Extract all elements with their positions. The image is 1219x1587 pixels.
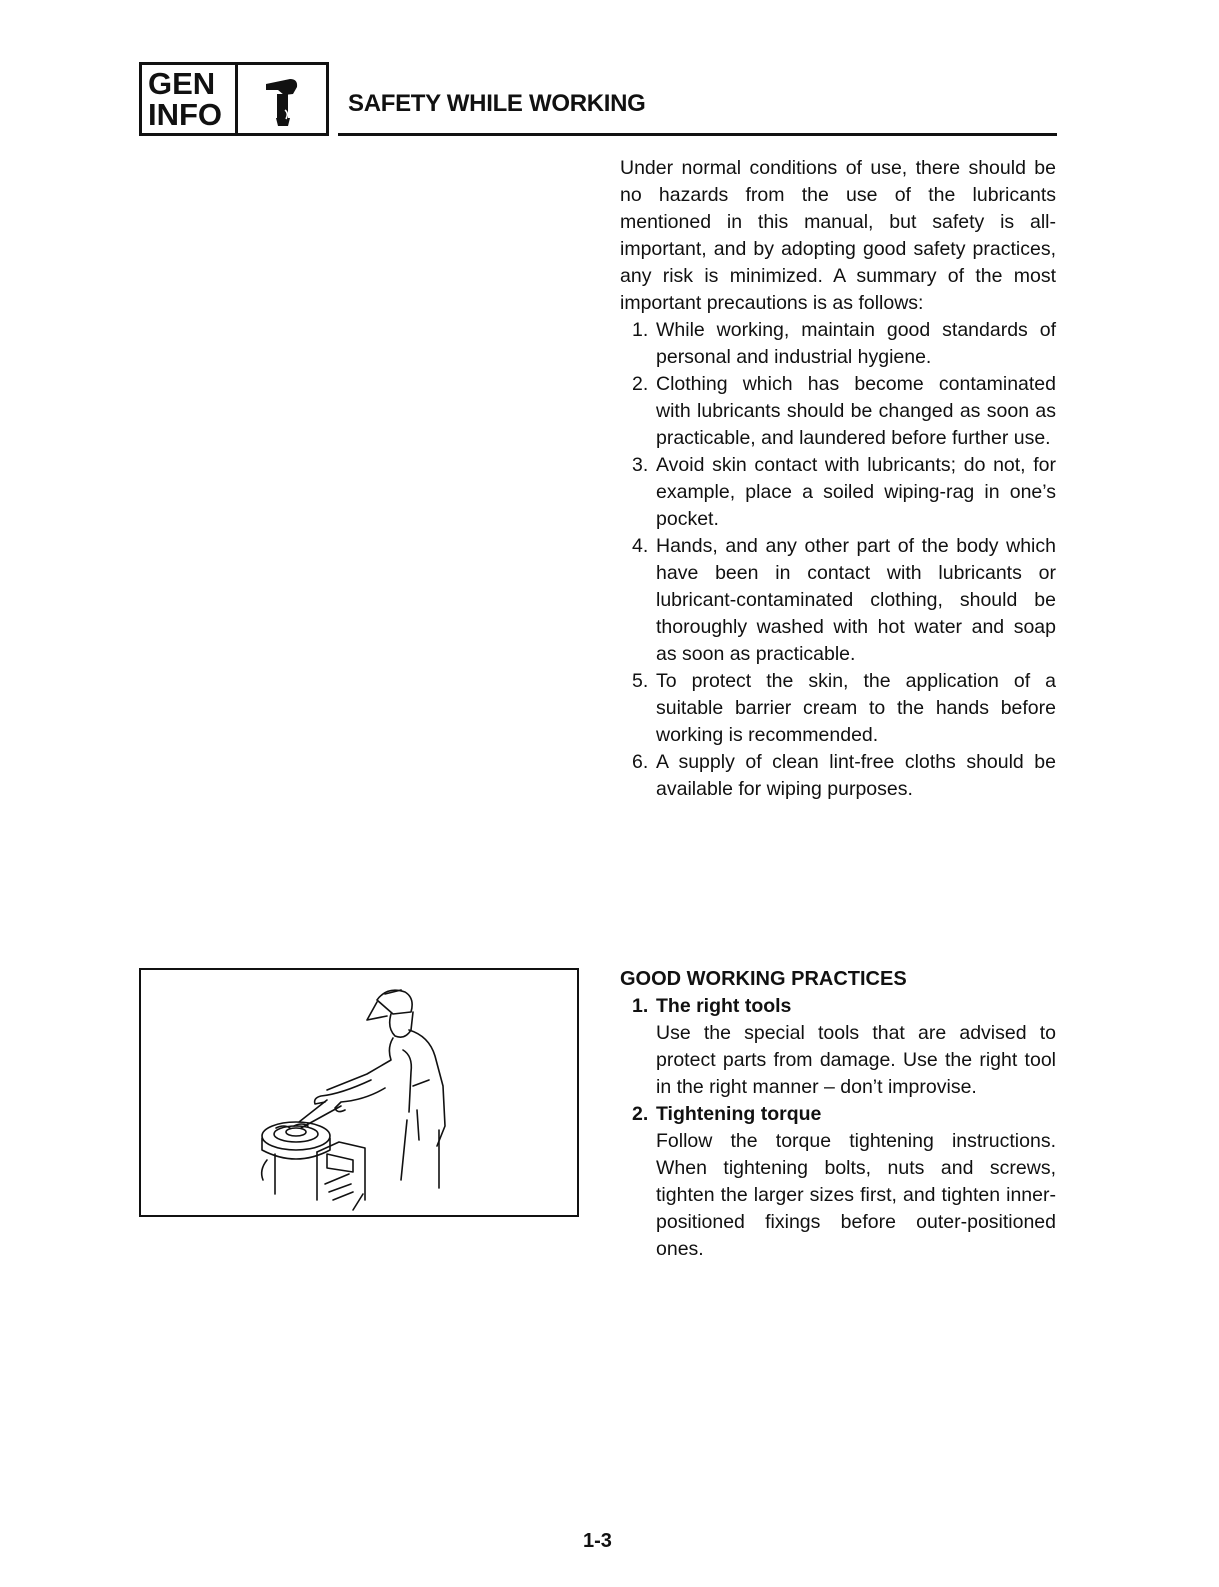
list-item: 5. To protect the skin, the application of a suitable barrier cream to the hands before working is recommended.	[632, 670, 1056, 746]
list-item: 4. Hands, and any other part of the body which have been in contact with lubricants or lubricant-contaminated clothing, should be thoroughly washed with hot water and soap as soon as practicable.	[632, 535, 1056, 665]
practice-title: Tightening torque	[656, 1103, 822, 1125]
intro-paragraph: Under normal conditions of use, there should be no hazards from the use of the lubricants mentioned in this manual, but safety is all-important, and by adopting good safety practices, any risk is minimized. A summary of the most important precautions is as follows:	[620, 157, 1056, 314]
practice-text: Use the special tools that are advised to protect parts from damage. Use the right tool in the right manner – don’t improvise.	[656, 1022, 1056, 1098]
header-divider	[338, 133, 1057, 136]
list-item: 2. Tightening torque Follow the torque tightening instructions. When tightening bolts, nuts and screws, tighten the larger sizes first, and tighten inner-positioned fixings before outer-positioned ones.	[620, 1101, 1056, 1263]
list-item: 6. A supply of clean lint-free cloths should be available for wiping purposes.	[632, 751, 1056, 800]
list-item: 3. Avoid skin contact with lubricants; do not, for example, place a soiled wiping-rag in one’s pocket.	[632, 454, 1056, 530]
good-working-practices-section	[620, 966, 1056, 1263]
precautions-list	[620, 317, 1056, 803]
practice-text: Follow the torque tightening instructions. When tightening bolts, nuts and screws, tighten the larger sizes first, and tighten inner-positioned fixings before outer-positioned ones.	[656, 1130, 1056, 1260]
list-item: 2. Clothing which has become contaminated with lubricants should be changed as soon as practicable, and laundered before further use.	[632, 373, 1056, 449]
info-label: INFO	[148, 97, 223, 132]
subsection-title: GOOD WORKING PRACTICES	[620, 968, 907, 990]
gen-info-label	[142, 65, 238, 133]
outboard-motor-icon	[238, 65, 326, 133]
list-item: 1. The right tools Use the special tools that are advised to protect parts from damage. Use the right tool in the right manner – don’t improvise.	[620, 993, 1056, 1101]
safety-section	[620, 155, 1056, 803]
page-number: 1-3	[583, 1530, 612, 1552]
practice-title: The right tools	[656, 995, 792, 1017]
list-item: 1. While working, maintain good standards of personal and industrial hygiene.	[632, 319, 1056, 368]
section-title: SAFETY WHILE WORKING	[348, 90, 646, 117]
section-badge	[139, 62, 329, 136]
mechanic-using-special-tool-illustration	[139, 968, 579, 1217]
practices-list	[620, 993, 1056, 1263]
gen-label: GEN	[148, 66, 216, 101]
